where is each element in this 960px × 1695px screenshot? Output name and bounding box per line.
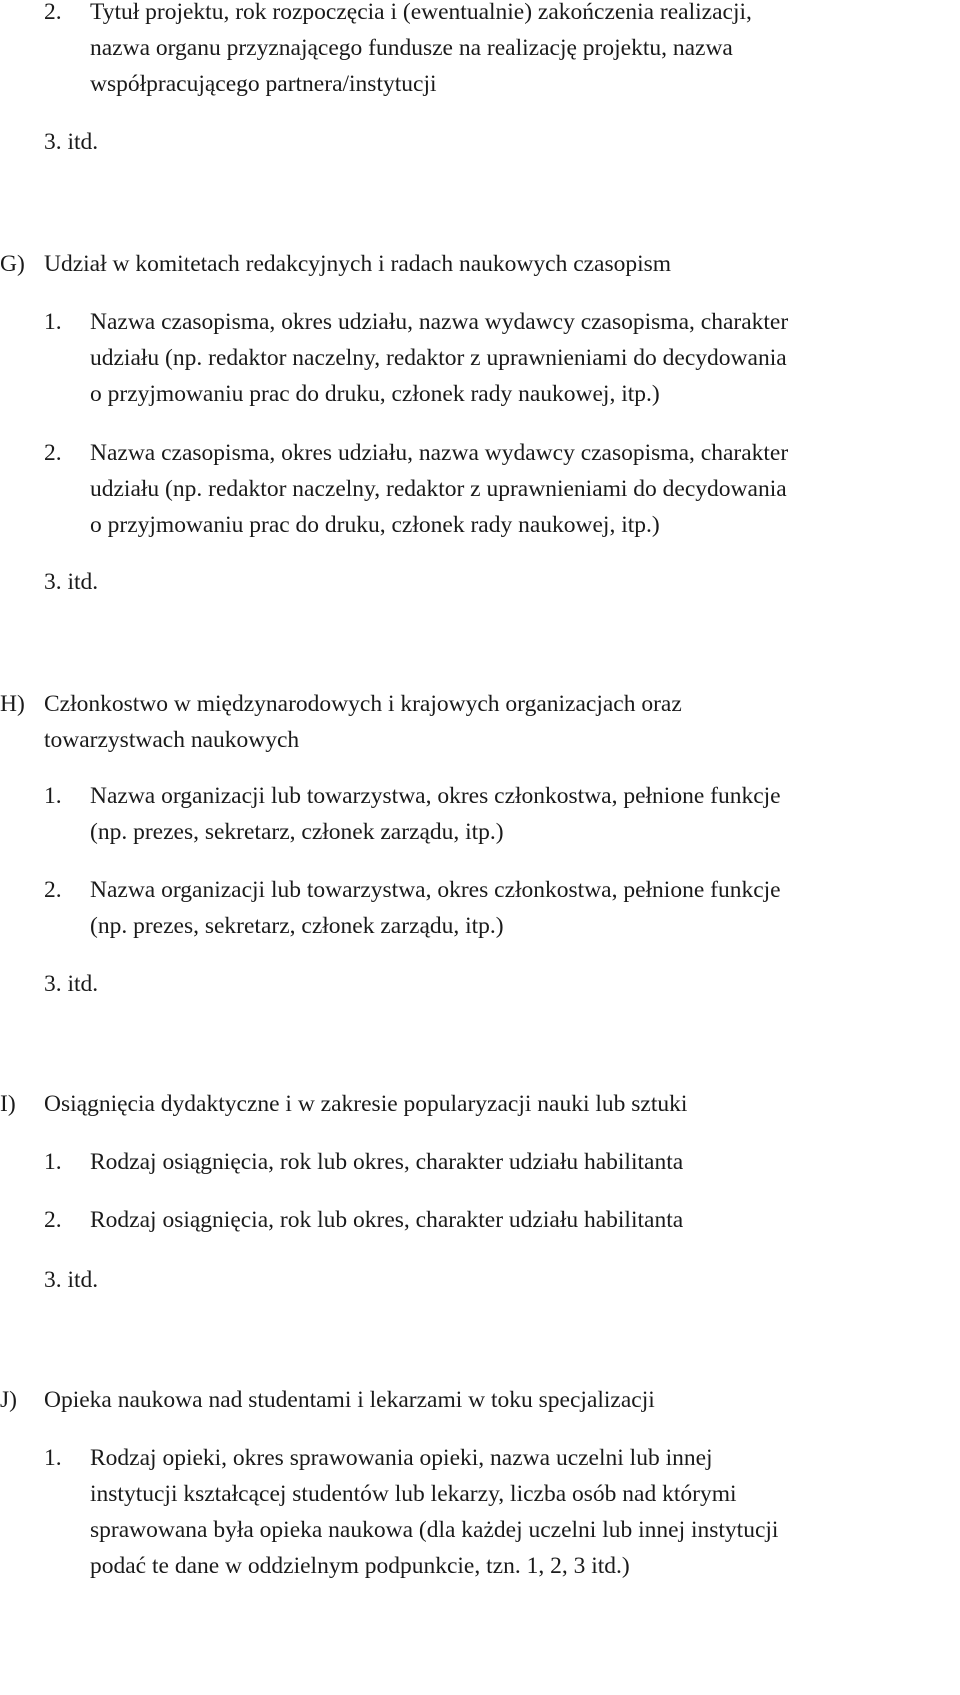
- section-i-item-2-number: 2.: [44, 1207, 62, 1233]
- section-g-item-2-number: 2.: [44, 440, 62, 466]
- section-j-item-1-line-1: Rodzaj opieki, okres sprawowania opieki, nazwa uczelni lub innej: [90, 1445, 713, 1471]
- section-i-etc: 3. itd.: [44, 1267, 99, 1293]
- top-item-2-line-1: Tytuł projektu, rok rozpoczęcia i (ewentualnie) zakończenia realizacji,: [90, 0, 752, 25]
- section-g-item-1-line-2: udziału (np. redaktor naczelny, redaktor z uprawnieniami do decydowania: [90, 345, 787, 371]
- section-j-item-1-line-3: sprawowana była opieka naukowa (dla każdej uczelni lub innej instytucji: [90, 1517, 779, 1543]
- section-h-title-line-1: Członkostwo w międzynarodowych i krajowych organizacjach oraz: [44, 691, 682, 717]
- section-h-letter: H): [0, 691, 25, 717]
- section-g-letter: G): [0, 251, 25, 277]
- section-i-item-1-number: 1.: [44, 1149, 62, 1175]
- section-g-item-2-line-1: Nazwa czasopisma, okres udziału, nazwa wydawcy czasopisma, charakter: [90, 440, 789, 466]
- section-j-item-1-line-2: instytucji kształcącej studentów lub lekarzy, liczba osób nad którymi: [90, 1481, 737, 1507]
- section-h-item-1-line-1: Nazwa organizacji lub towarzystwa, okres członkostwa, pełnione funkcje: [90, 783, 781, 809]
- section-g-item-2-line-2: udziału (np. redaktor naczelny, redaktor z uprawnieniami do decydowania: [90, 476, 787, 502]
- section-j-item-1-line-4: podać te dane w oddzielnym podpunkcie, tzn. 1, 2, 3 itd.): [90, 1553, 630, 1579]
- section-g-title: Udział w komitetach redakcyjnych i radach naukowych czasopism: [44, 251, 672, 277]
- section-g-item-2-line-3: o przyjmowaniu prac do druku, członek rady naukowej, itp.): [90, 512, 660, 538]
- section-g-item-1-number: 1.: [44, 309, 62, 335]
- section-g-item-1-line-3: o przyjmowaniu prac do druku, członek rady naukowej, itp.): [90, 381, 660, 407]
- section-g-item-1-line-1: Nazwa czasopisma, okres udziału, nazwa wydawcy czasopisma, charakter: [90, 309, 789, 335]
- top-item-2-number: 2.: [44, 0, 62, 25]
- section-h-item-2-line-1: Nazwa organizacji lub towarzystwa, okres członkostwa, pełnione funkcje: [90, 877, 781, 903]
- section-h-etc: 3. itd.: [44, 971, 99, 997]
- section-i-title: Osiągnięcia dydaktyczne i w zakresie popularyzacji nauki lub sztuki: [44, 1091, 688, 1117]
- section-i-item-1-text: Rodzaj osiągnięcia, rok lub okres, charakter udziału habilitanta: [90, 1149, 684, 1175]
- section-g-etc: 3. itd.: [44, 569, 99, 595]
- section-i-item-2-text: Rodzaj osiągnięcia, rok lub okres, charakter udziału habilitanta: [90, 1207, 684, 1233]
- top-item-2-line-2: nazwa organu przyznającego fundusze na realizację projektu, nazwa: [90, 35, 733, 61]
- section-j-title: Opieka naukowa nad studentami i lekarzami w toku specjalizacji: [44, 1387, 655, 1413]
- section-j-item-1-number: 1.: [44, 1445, 62, 1471]
- section-h-item-1-number: 1.: [44, 783, 62, 809]
- top-etc: 3. itd.: [44, 129, 99, 155]
- section-h-item-2-number: 2.: [44, 877, 62, 903]
- section-h-title-line-2: towarzystwach naukowych: [44, 727, 300, 753]
- section-h-item-2-line-2: (np. prezes, sekretarz, członek zarządu, itp.): [90, 913, 504, 939]
- section-h-item-1-line-2: (np. prezes, sekretarz, członek zarządu, itp.): [90, 819, 504, 845]
- section-j-letter: J): [0, 1387, 17, 1413]
- section-i-letter: I): [0, 1091, 16, 1117]
- top-item-2-line-3: współpracującego partnera/instytucji: [90, 71, 437, 97]
